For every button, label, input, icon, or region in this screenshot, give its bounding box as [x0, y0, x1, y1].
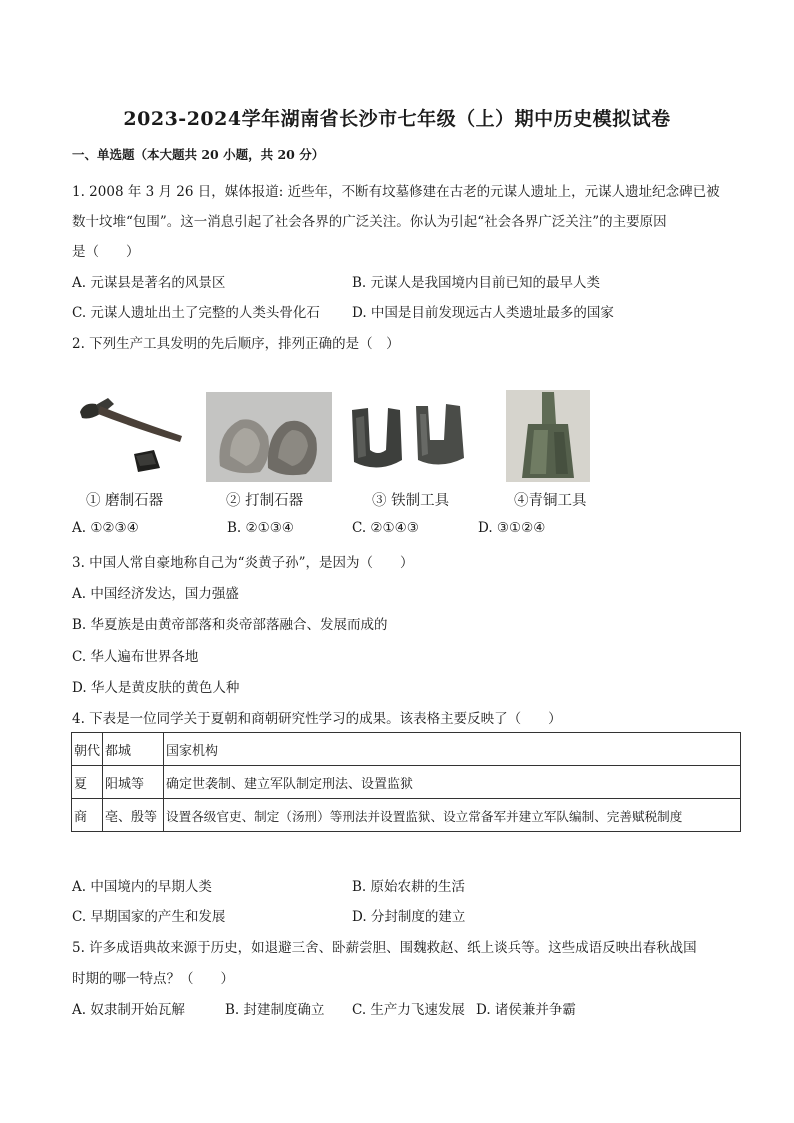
- q3-option-b: B. 华夏族是由黄帝部落和炎帝部落融合、发展而成的: [72, 617, 388, 633]
- page-title: 2023-2024学年湖南省长沙市七年级（上）期中历史模拟试卷: [123, 108, 671, 130]
- q1-stem-line3: 是（ ）: [72, 244, 140, 260]
- row-shang-dynasty: 商: [72, 799, 103, 832]
- q2-option-d: D. ③①②④: [478, 520, 546, 536]
- q4-option-a: A. 中国境内的早期人类: [72, 879, 212, 895]
- q4-option-d: D. 分封制度的建立: [352, 909, 466, 925]
- row-shang-institutions: 设置各级官吏、制定（汤刑）等刑法并设置监狱、设立常备军并建立军队编制、完善赋税制度: [164, 799, 741, 832]
- q3-option-d: D. 华人是黄皮肤的黄色人种: [72, 680, 240, 696]
- q1-stem-line2: 数十坟堆“包围”。这一消息引起了社会各界的广泛关注。你认为引起“社会各界广泛关注”的主要原因: [72, 214, 667, 230]
- caption-iron-tool: ③ 铁制工具: [372, 493, 450, 509]
- q1-option-d: D. 中国是目前发现远古人类遗址最多的国家: [352, 305, 614, 321]
- q5-option-d: D. 诸侯兼并争霸: [476, 1002, 576, 1018]
- q5-option-b: B. 封建制度确立: [225, 1002, 325, 1018]
- section-heading: 一、单选题（本大题共 20 小题，共 20 分）: [72, 147, 325, 162]
- caption-chipped-stone: ② 打制石器: [226, 493, 304, 509]
- row-xia-institutions: 确定世袭制、建立军队制定刑法、设置监狱: [164, 766, 741, 799]
- q2-stem: 2. 下列生产工具发明的先后顺序，排列正确的是（ ）: [72, 336, 400, 352]
- dynasty-table: [71, 732, 741, 832]
- q1-option-c: C. 元谋人遗址出土了完整的人类头骨化石: [72, 305, 320, 321]
- bronze-tool-image: [506, 390, 590, 482]
- header-capital: 都城: [103, 733, 164, 766]
- table-row: [72, 799, 741, 832]
- header-dynasty: 朝代: [72, 733, 103, 766]
- q1-option-b: B. 元谋人是我国境内目前已知的最早人类: [352, 275, 601, 291]
- header-institutions: 国家机构: [164, 733, 741, 766]
- q3-stem: 3. 中国人常自豪地称自己为“炎黄子孙”，是因为（ ）: [72, 555, 414, 571]
- row-xia-capital: 阳城等: [103, 766, 164, 799]
- caption-bronze-tool: ④青铜工具: [514, 493, 587, 509]
- q4-option-c: C. 早期国家的产生和发展: [72, 909, 226, 925]
- q3-option-c: C. 华人遍布世界各地: [72, 649, 199, 665]
- polished-stone-tool-image: [74, 392, 190, 480]
- q2-option-b: B. ②①③④: [227, 520, 294, 536]
- row-xia-dynasty: 夏: [72, 766, 103, 799]
- q4-stem: 4. 下表是一位同学关于夏朝和商朝研究性学习的成果。该表格主要反映了（ ）: [72, 711, 562, 727]
- q4-option-b: B. 原始农耕的生活: [352, 879, 466, 895]
- q5-option-a: A. 奴隶制开始瓦解: [72, 1002, 185, 1018]
- q5-stem-line1: 5. 许多成语典故来源于历史，如退避三舍、卧薪尝胆、围魏救赵、纸上谈兵等。这些成语反映出春秋战国: [72, 940, 697, 956]
- chipped-stone-tool-image: [206, 392, 332, 482]
- q5-stem-line2: 时期的哪一特点？（ ）: [72, 971, 234, 987]
- caption-polished-stone: ① 磨制石器: [86, 493, 164, 509]
- q5-option-c: C. 生产力飞速发展: [352, 1002, 465, 1018]
- iron-tool-image: [348, 398, 472, 482]
- q1-option-a: A. 元谋县是著名的风景区: [72, 275, 226, 291]
- table-header-row: [72, 733, 741, 766]
- q2-option-c: C. ②①④③: [352, 520, 419, 536]
- table-row: [72, 766, 741, 799]
- q2-option-a: A. ①②③④: [72, 520, 139, 536]
- q1-stem-line1: 1. 2008 年 3 月 26 日，媒体报道: 近些年，不断有坟墓修建在古老的元谋人遗址上，元谋人遗址纪念碑已被: [72, 184, 720, 200]
- q3-option-a: A. 中国经济发达，国力强盛: [72, 586, 239, 602]
- row-shang-capital: 亳、殷等: [103, 799, 164, 832]
